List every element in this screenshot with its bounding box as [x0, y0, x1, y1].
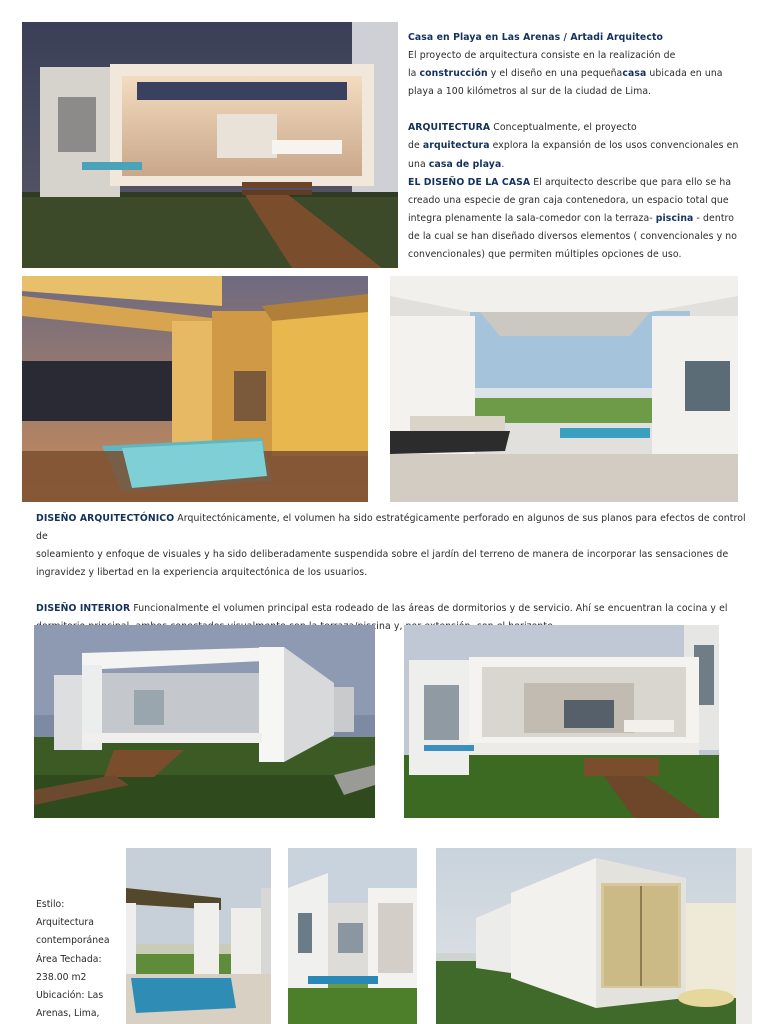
- darq-text-2: soleamiento y enfoque de visuales y ha sido deliberadamente suspendida sobre el jardín del terreno de manera de incorporar las sensaciones de: [36, 549, 729, 561]
- design-text: [36, 510, 746, 637]
- intro-text-2c: ubicada en una: [646, 68, 723, 80]
- photo-exterior-lawn: [34, 625, 375, 818]
- casa-text-5: convencionales) que permiten múltiples opciones de uso.: [408, 249, 682, 261]
- info-line-arquitectura: Arquitectura: [36, 917, 94, 929]
- intro-text-2b: y el diseño en una pequeña: [487, 68, 623, 80]
- intro-line-1: El proyecto de arquitectura consiste en la realización de: [408, 50, 676, 62]
- article-title: Casa en Playa en Las Arenas / Artadi Arquitecto: [408, 32, 663, 43]
- info-line-area: Área Techada:: [36, 953, 102, 965]
- arq-text-3a: una: [408, 158, 429, 170]
- casa-text-4: de la cual se han diseñado diversos elementos ( convencionales y no: [408, 230, 738, 242]
- project-info: [36, 896, 116, 1023]
- info-line-ubicacion: Ubicación: Las: [36, 990, 104, 1002]
- casa-text-2: creado una especie de gran caja contenedora, un espacio total que: [408, 194, 729, 206]
- info-line-area-value: 238.00 m2: [36, 971, 87, 983]
- info-line-contemporanea: contemporánea: [36, 935, 110, 947]
- link-casa-de-playa[interactable]: casa de playa: [428, 158, 502, 170]
- info-line-lugar: Arenas, Lima,: [36, 1008, 100, 1020]
- link-piscina[interactable]: piscina: [655, 212, 694, 224]
- link-arquitectura[interactable]: arquitectura: [422, 140, 490, 152]
- dint-text-2: y,: [393, 621, 403, 633]
- dint-text-1: Funcionalmente el volumen principal esta rodeado de las áreas de dormitorios y de servicio. Ahí se encuentran la cocina y el: [130, 603, 728, 615]
- photo-terrace-dusk: [22, 276, 368, 502]
- photo-terrace-day: [390, 276, 738, 502]
- photo-exterior-front: [404, 625, 719, 818]
- photo-pool-frames: [126, 848, 271, 1024]
- photo-white-volumes: [288, 848, 417, 1024]
- info-line-estilo: Estilo:: [36, 899, 65, 910]
- section-heading-arquitectura: ARQUITECTURA: [408, 122, 491, 134]
- casa-text-3a: integra plenamente la sala-comedor con la terraza-: [408, 212, 656, 224]
- section-heading-diseno-arquitectonico: DISEÑO ARQUITECTÓNICO: [36, 513, 175, 524]
- darq-text-1: Arquitectónicamente, el volumen ha sido estratégicamente perforado en algunos de sus planos para efectos de control de: [36, 513, 746, 543]
- arq-text-1: Conceptualmente, el proyecto: [490, 122, 637, 134]
- arq-text-3b: .: [501, 158, 505, 170]
- photo-house-night: [22, 22, 398, 268]
- link-casa[interactable]: casa: [622, 68, 647, 80]
- intro-text-2a: la: [408, 68, 420, 80]
- casa-text-1: El arquitecto describe que para ello se ha: [530, 176, 732, 188]
- arq-text-2b: explora la expansión de los usos convencionales en: [489, 140, 739, 152]
- casa-text-3b: - dentro: [693, 212, 735, 224]
- photo-glass-box: [436, 848, 752, 1024]
- intro-line-3: playa a 100 kilómetros al sur de la ciudad de Lima.: [408, 86, 652, 98]
- darq-text-3: ingravidez y libertad en la experiencia arquitectónica de los usuarios.: [36, 567, 368, 579]
- link-construccion[interactable]: construcción: [419, 68, 488, 80]
- section-heading-diseno-casa: EL DISEÑO DE LA CASA: [408, 176, 531, 188]
- section-heading-diseno-interior: DISEÑO INTERIOR: [36, 603, 131, 615]
- intro-text: [408, 29, 748, 264]
- arq-text-2a: de: [408, 140, 423, 152]
